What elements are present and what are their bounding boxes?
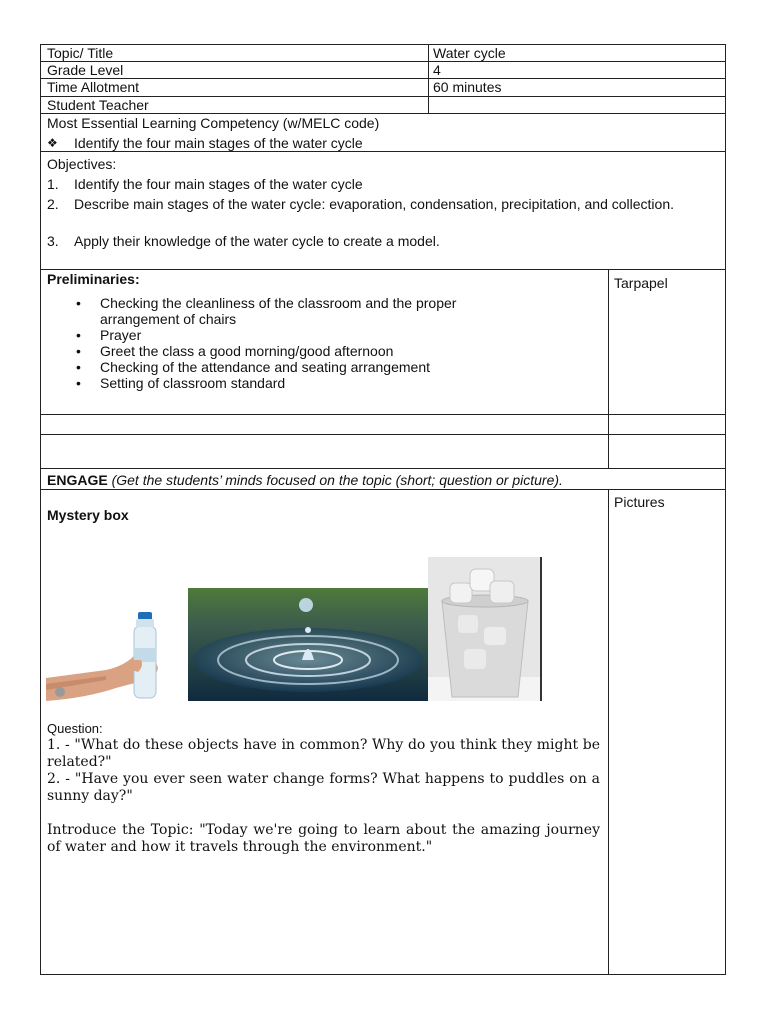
preliminaries-heading: Preliminaries:	[47, 271, 140, 287]
melc-heading: Most Essential Learning Competency (w/MELC code)	[47, 115, 380, 131]
diamond-bullet-icon: ❖	[47, 136, 58, 150]
table-border-bottom	[40, 974, 726, 975]
engage-materials: Pictures	[614, 494, 665, 510]
grade-label: Grade Level	[47, 62, 124, 78]
engage-heading-line	[47, 472, 563, 488]
column-divider	[608, 489, 609, 975]
objective-item: Identify the four main stages of the water cycle	[74, 176, 363, 192]
row-divider	[40, 468, 726, 469]
objective-number: 1.	[47, 176, 59, 192]
engage-heading: ENGAGE	[47, 472, 108, 488]
time-label: Time Allotment	[47, 79, 140, 95]
row-divider	[40, 489, 726, 490]
ice-cup-image	[428, 557, 542, 701]
list-item: • Greet the class a good morning/good afternoon	[46, 343, 516, 359]
row-divider	[40, 113, 726, 114]
grade-value: 4	[433, 62, 441, 78]
list-item: • Checking of the attendance and seating arrangement	[46, 359, 516, 375]
mystery-box-title: Mystery box	[47, 507, 129, 523]
teacher-label: Student Teacher	[47, 97, 149, 113]
topic-introduction: Introduce the Topic: "Today we're going to learn about the amazing journey of water and how it travels through the environment."	[47, 822, 600, 855]
objective-item: Describe main stages of the water cycle: evaporation, condensation, precipitation, and collection.	[74, 196, 675, 212]
table-border-right	[725, 44, 726, 975]
splash-illustration	[188, 588, 428, 701]
question-2: 2. - "Have you ever seen water change forms? What happens to puddles on a sunny day?"	[47, 771, 600, 804]
water-bottle-image	[46, 608, 181, 701]
melc-item: Identify the four main stages of the water cycle	[74, 135, 363, 151]
table-border-left	[40, 44, 41, 975]
time-value: 60 minutes	[433, 79, 502, 95]
engage-note: (Get the students’ minds focused on the topic (short; question or picture).	[107, 472, 563, 488]
topic-label: Topic/ Title	[47, 45, 114, 61]
water-splash-image	[188, 588, 428, 701]
column-divider	[428, 44, 429, 114]
row-divider	[40, 269, 726, 270]
column-divider	[608, 269, 609, 469]
objective-item: Apply their knowledge of the water cycle to create a model.	[74, 233, 440, 249]
row-divider	[40, 414, 726, 415]
row-divider	[40, 61, 726, 62]
preliminaries-materials: Tarpapel	[614, 275, 668, 291]
row-divider	[40, 151, 726, 152]
preliminaries-list	[46, 295, 516, 391]
ice-cup-illustration	[428, 557, 542, 701]
objectives-heading: Objectives:	[47, 156, 117, 172]
question-label: Question:	[47, 721, 103, 736]
question-1: 1. - "What do these objects have in common? Why do you think they might be related?"	[47, 737, 600, 770]
objective-number: 3.	[47, 233, 59, 249]
list-item: • Checking the cleanliness of the classroom and the proper arrangement of chairs	[46, 295, 516, 327]
objective-number: 2.	[47, 196, 59, 212]
list-item: • Setting of classroom standard	[46, 375, 516, 391]
row-divider	[40, 78, 726, 79]
table-border-top	[40, 44, 726, 45]
hand-bottle-illustration	[46, 608, 181, 701]
row-divider	[40, 434, 726, 435]
list-item: • Prayer	[46, 327, 516, 343]
topic-value: Water cycle	[433, 45, 506, 61]
